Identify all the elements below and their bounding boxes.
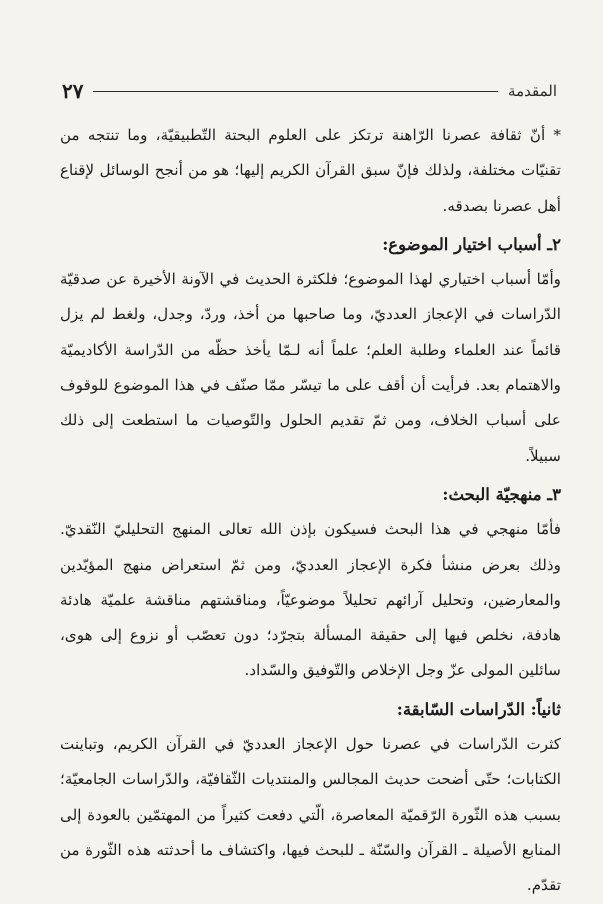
paragraph-topic-reasons: وأمّا أسباب اختياري لهذا الموضوع؛ فلكثرة الحديث في الآونة الأخيرة عن صدقيّة الدّراسات في الإعجاز العدديّ، وما صاحبها من أخذ، وردّ، وجدل، ولغط لم يزل قائماً عند العلماء وطلبة العلم؛ علماً أنه لـمّا يأخذ حظّه من الدّراسة الأكاديميّة والاهتمام بعد. فرأيت أن أقف على ما تيسّر ممّا صنّف في هذا الموضوع للوقوف على أسباب الخلاف، ومن ثمّ تقديم الحلول والتّوصيات ما استطعت إلى ذلك سبيلاً. (60, 270, 561, 465)
section-heading-methodology: ٣ـ منهجيّة البحث: (442, 484, 561, 504)
page-number: ٢٧ (62, 79, 84, 103)
section-heading-topic-reasons: ٢ـ أسباب اختيار الموضوع: (382, 234, 561, 254)
paragraph-intro-point: * أنّ ثقافة عصرنا الرّاهنة ترتكز على العلوم البحتة التّطبيقيّة، وما تنتجه من تقنيّات مختلفة، ولذلك فإنّ سبق القرآن الكريم إليها؛ هو من أنجح الوسائل لإقناع أهل عصرنا بصدقه. (60, 126, 561, 215)
section-heading-previous-studies: ثانياً: الدّراسات السّابقة: (396, 699, 561, 719)
page-body (60, 118, 561, 904)
running-title: المقدمة (508, 82, 557, 100)
header-rule (93, 91, 498, 92)
paragraph-previous-studies: كثرت الدّراسات في عصرنا حول الإعجاز العدديّ في القرآن الكريم، وتباينت الكتابات؛ حتّى أضحت حديث المجالس والمنتديات الثّقافيّة، والدّراسات الجامعيّة؛ بسبب هذه الثّورة الرّقميّة المعاصرة، الّتي دفعت كثيراً من المهتمّين بالعودة إلى المنابع الأصيلة ـ القرآن والسّنّة ـ للبحث فيها، واكتشاف ما أحدثته هذه الثّورة من تقدّم. (60, 735, 561, 895)
paragraph-methodology: فأمّا منهجي في هذا البحث فسيكون بإذن الله تعالى المنهج التحليليّ النّقديّ. وذلك بعرض منشأ فكرة الإعجاز العدديّ، ومن ثمّ استعراض منهج المؤيّدين والمعارضين، وتحليل آرائهم تحليلاً موضوعيّاً، ومناقشتهم مناقشة علميّة هادئة هادفة، نخلص فيها إلى حقيقة المسألة بتجرّد؛ دون تعصّب أو نزوع إلى هوى، سائلين المولى عزّ وجل الإخلاص والتّوفيق والسّداد. (60, 520, 561, 680)
page-header (62, 76, 557, 106)
